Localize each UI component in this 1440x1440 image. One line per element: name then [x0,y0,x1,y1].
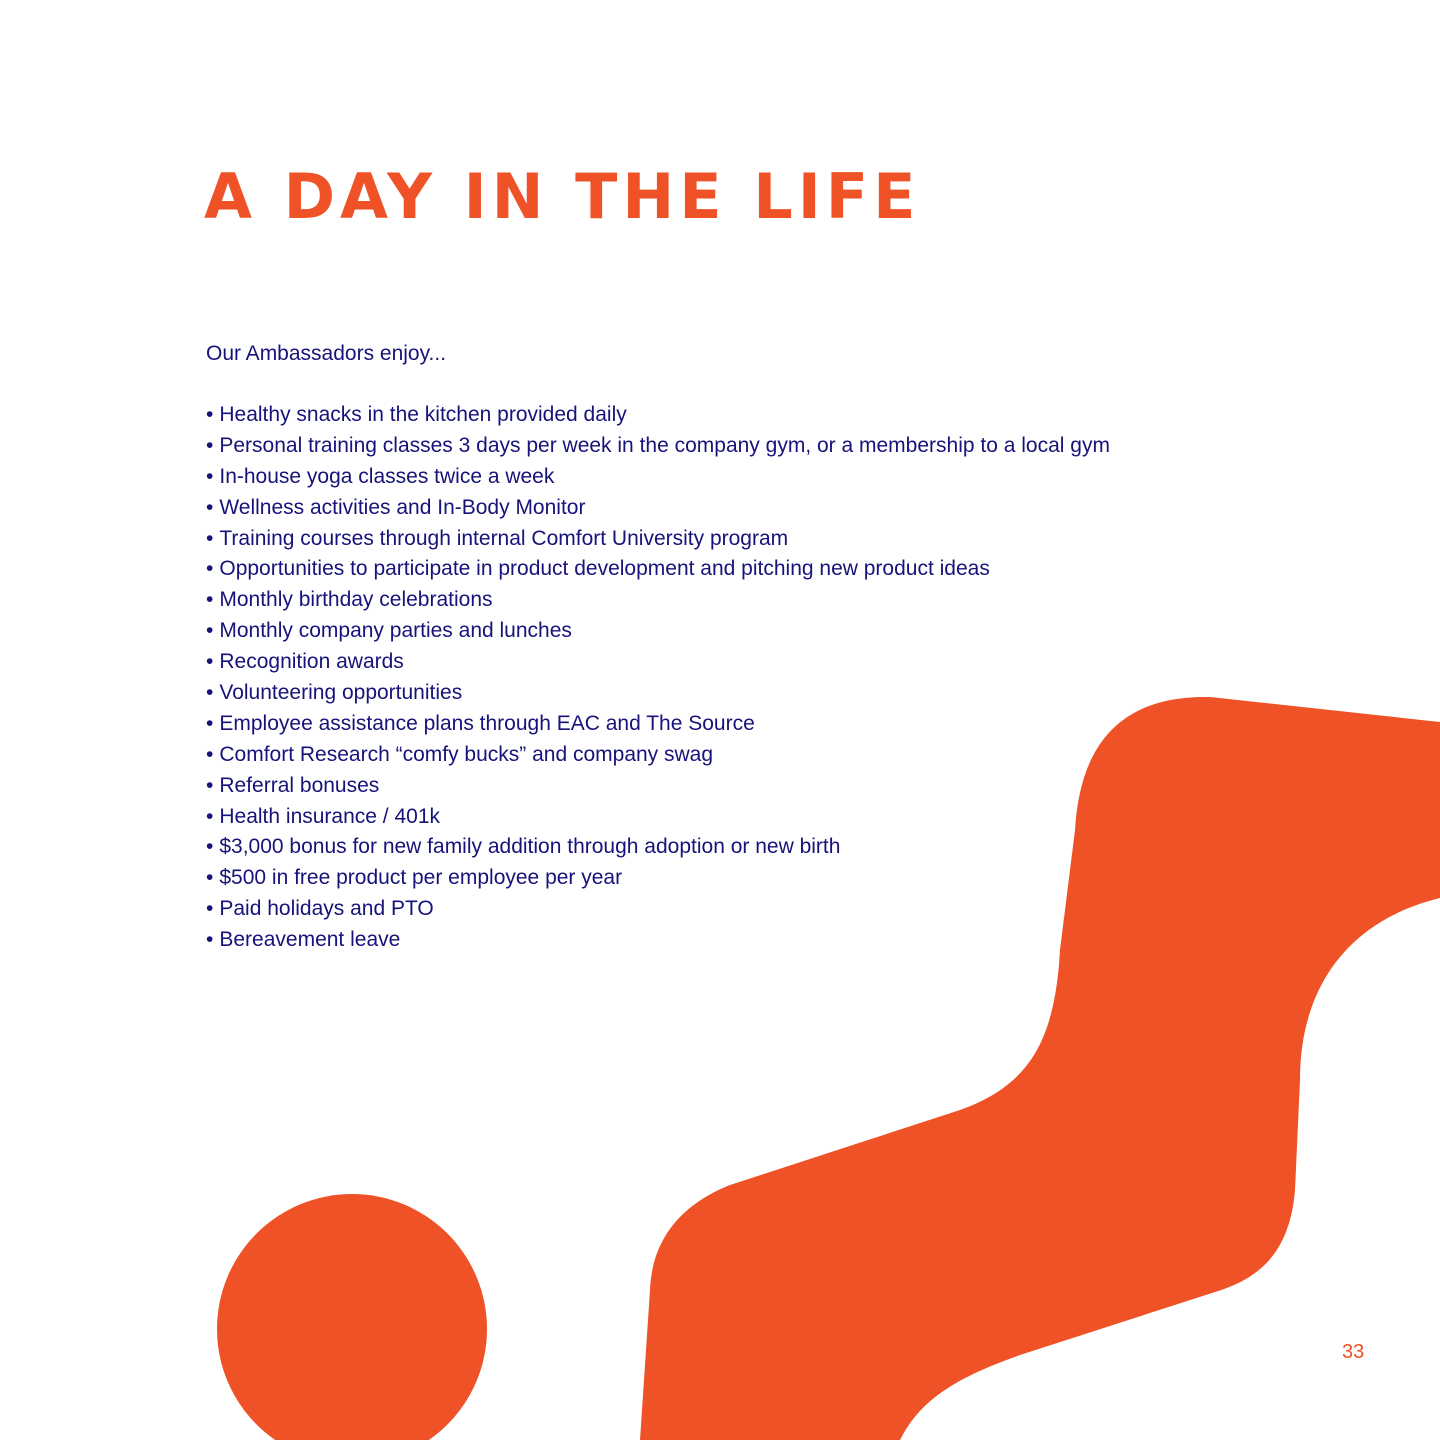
list-item: • Comfort Research “comfy bucks” and company swag [206,740,1110,771]
list-item: • Monthly birthday celebrations [206,585,1110,616]
list-item: • Training courses through internal Comfort University program [206,524,1110,555]
list-item: • Health insurance / 401k [206,802,1110,833]
list-item: • Wellness activities and In-Body Monitor [206,493,1110,524]
list-item: • Employee assistance plans through EAC and The Source [206,709,1110,740]
benefits-list [206,400,1110,956]
list-item: • In-house yoga classes twice a week [206,462,1110,493]
list-item: • Monthly company parties and lunches [206,616,1110,647]
list-item: • Referral bonuses [206,771,1110,802]
list-item: • $500 in free product per employee per year [206,863,1110,894]
list-item: • Bereavement leave [206,925,1110,956]
page-number: 33 [1342,1341,1365,1363]
list-item: • Paid holidays and PTO [206,894,1110,925]
list-item: • Opportunities to participate in product development and pitching new product ideas [206,554,1110,585]
list-item: • $3,000 bonus for new family addition through adoption or new birth [206,832,1110,863]
page-title: A DAY IN THE LIFE [204,160,921,233]
list-item: • Recognition awards [206,647,1110,678]
orange-circle-shape [217,1194,487,1440]
list-item: • Personal training classes 3 days per week in the company gym, or a membership to a local gym [206,431,1110,462]
list-item: • Healthy snacks in the kitchen provided daily [206,400,1110,431]
list-item: • Volunteering opportunities [206,678,1110,709]
intro-text: Our Ambassadors enjoy... [206,342,447,365]
